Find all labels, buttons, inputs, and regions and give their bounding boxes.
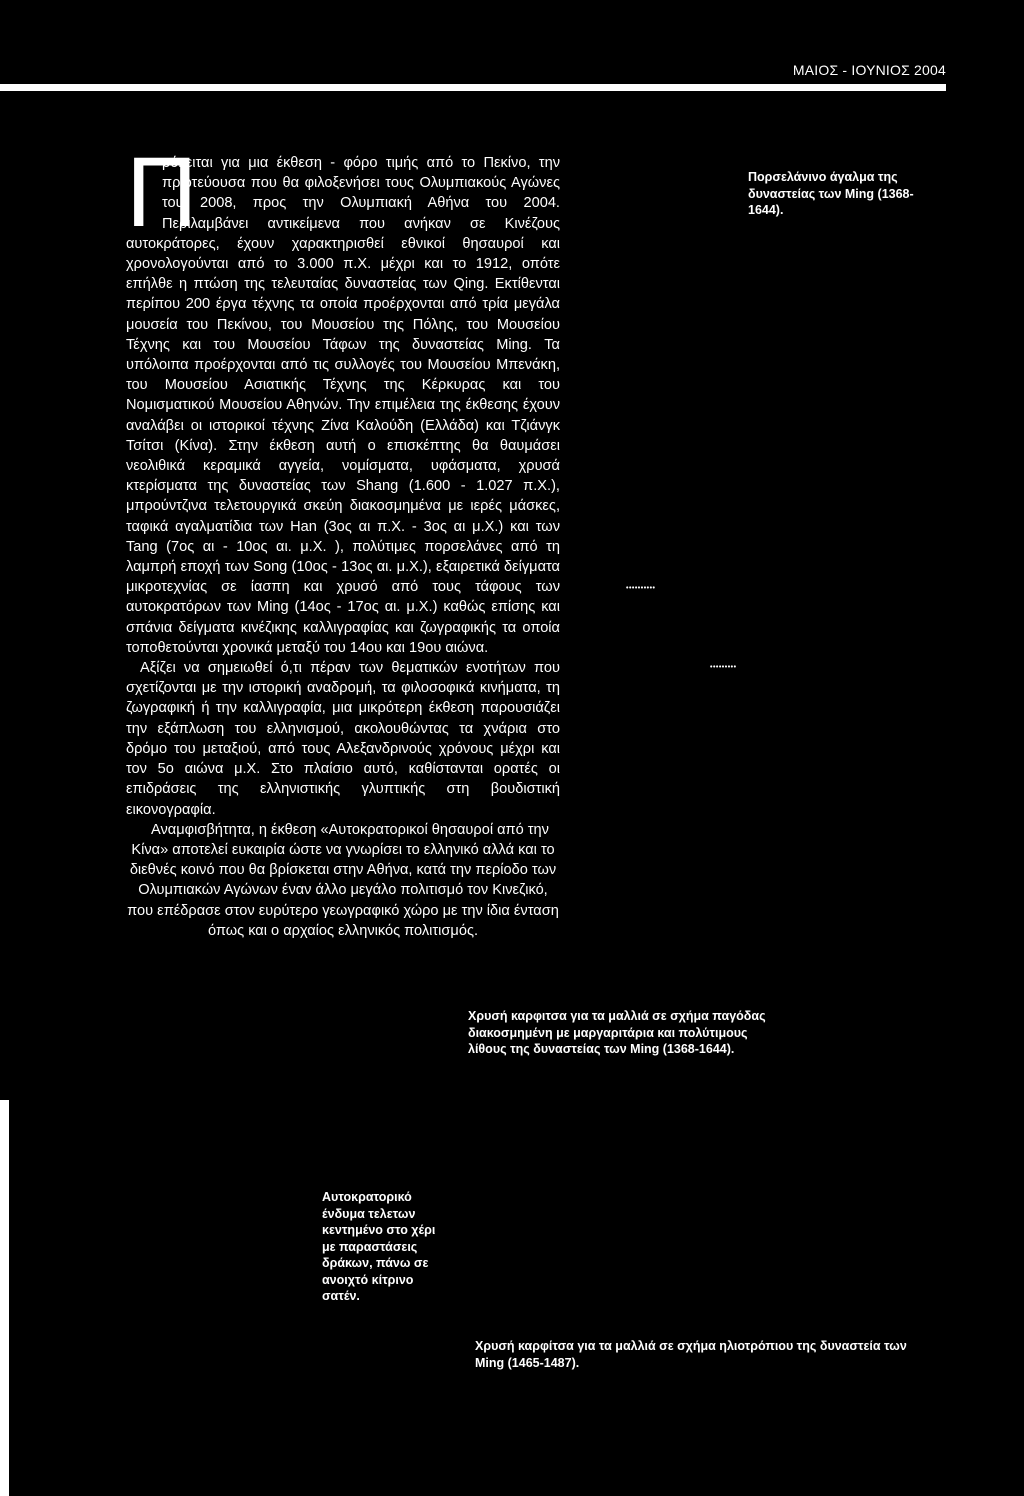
caption-imperial-garment: Αυτοκρατορικό ένδυμα τελετων κεντημένο στο χέρι με παραστάσεις δράκων, πάνω σε ανοιχτό κίτρινο σατέν. xyxy=(322,1190,436,1303)
article-paragraph-2: Αξίζει να σημειωθεί ό,τι πέραν των θεματικών ενοτήτων που σχετίζονται με την ιστορική αναδρομή, τα φιλοσοφικά κινήματα, τη ζωγραφική ή την καλλιγραφία, μια μικρότερη έκθεση παρουσιάζει την εξάπλωση του ελληνισμού, ακολουθώντας τα χνάρια στο δρόμο του μεταξιού, από τους Αλεξανδρινούς χρόνους μέχρι και τον 5ο αιώνα μ.Χ. Στο πλαίσιο αυτό, καθίστανται ορατές οι επιδράσεις της ελληνιστικής γλυπτικής στη βουδιστική εικονογραφία. xyxy=(126,660,560,818)
caption-gold-pin-sunflower: Χρυσή καρφίτσα για τα μαλλιά σε σχήμα ηλιοτρόπιου της δυναστεία των Ming (1465-1487). xyxy=(475,1339,907,1370)
header-rule xyxy=(0,84,946,91)
header-date: ΜΑΙΟΣ - ΙΟΥΝΙΟΣ 2004 xyxy=(792,62,946,78)
article-paragraph-1: ρόκειται για μια έκθεση - φόρο τιμής από το Πεκίνο, την πρωτεύουσα που θα φιλοξενήσει τους Ολυμπιακούς Αγώνες του 2008, προς την Ολυμπιακή Αθήνα του 2004. Περιλαμβάνει αντικείμενα που ανήκαν σε Κινέζους αυτοκράτορες, έχουν χαρακτηρισθεί εθνικοί θησαυροί και χρονολογούνται από το 3.000 π.Χ. μέχρι και το 1912, οπότε επήλθε η πτώση της τελευταίας δυναστείας των Qing. Εκτίθενται περίπου 200 έργα τέχνης τα οποία προέρχονται από τρία μεγάλα μουσεία του Πεκίνου, του Μουσείου της Πόλης, του Μουσείου Τέχνης και του Μουσείου Τάφων της δυναστείας Ming. Τα υπόλοιπα προέρχονται από τις συλλογές του Μουσείου Μπενάκη, του Μουσείου Ασιατικής Τέχνης της Κέρκυρας και του Νομισματικού Μουσείου Αθηνών. Την επιμέλεια της έκθεσης έχουν αναλάβει οι ιστορικοί τέχνης Ζίνα Καλούδη (Ελλάδα) και Τζιάνγκ Τσίτσι (Κίνα). Στην έκθεση αυτή ο επισκέπτης θα θαυμάσει νεολιθικά κεραμικά αγγεία, νομίσματα, υφάσματα, χρυσά κτερίσματα της δυναστείας των Shang (1.600 - 1.027 π.Χ.), μπρούντζινα τελετουργικά σκεύη διακοσμημένα με ιερές μάσκες, ταφικά αγαλματίδια των Han (3ος αι π.Χ. - 3ος αι μ.Χ.) και των Tang (7ος αι - 10ος αι. μ.Χ. ), πολύτιμες πορσελάνες από τη λαμπρή εποχή των Song (10ος - 13ος αι. μ.Χ.), εξαιρετικά δείγματα μικροτεχνίας σε ίασπη και χρυσό από τους τάφους των αυτοκρατόρων των Ming (14ος - 17ος αι. μ.Χ.) καθώς επίσης και σπάνια δείγματα κινέζικης καλλιγραφίας και ζωγραφικής τα οποία τοποθετούνται χρονικά μεταξύ του 14ου και 19ου αιώνα. xyxy=(126,155,560,656)
left-edge-stripe xyxy=(0,1100,9,1496)
article-body xyxy=(126,136,560,941)
scan-artifact-1: •••••••••• xyxy=(626,585,656,592)
article-paragraph-3: Αναμφισβήτητα, η έκθεση «Αυτοκρατορικοί θησαυροί από την Κίνα» αποτελεί ευκαιρία ώστε να γνωρίσει το ελληνικό αλλά και το διεθνές κοινό που θα βρίσκεται στην Αθήνα, κατά την περίοδο των Ολυμπιακών Αγώνων έναν άλλο μεγάλο πολιτισμό τον Κινεζικό, που επέδρασε στον ευρύτερο γεωγραφικό χώρο με την ίδια ένταση όπως και ο αρχαίος ελληνικός πολιτισμός. xyxy=(127,821,559,939)
drop-cap: Π xyxy=(126,136,198,247)
caption-porcelain-statue: Πορσελάνινο άγαλμα της δυναστείας των Ming (1368-1644). xyxy=(748,170,914,217)
caption-gold-pin-pagoda: Χρυσή καρφιτσα για τα μαλλιά σε σχήμα παγόδας διακοσμημένη με μαργαριτάρια και πολύτιμους λίθους της δυναστείας των Ming (1368-1644). xyxy=(468,1009,766,1056)
scan-artifact-2: ••••••••• xyxy=(710,664,737,671)
